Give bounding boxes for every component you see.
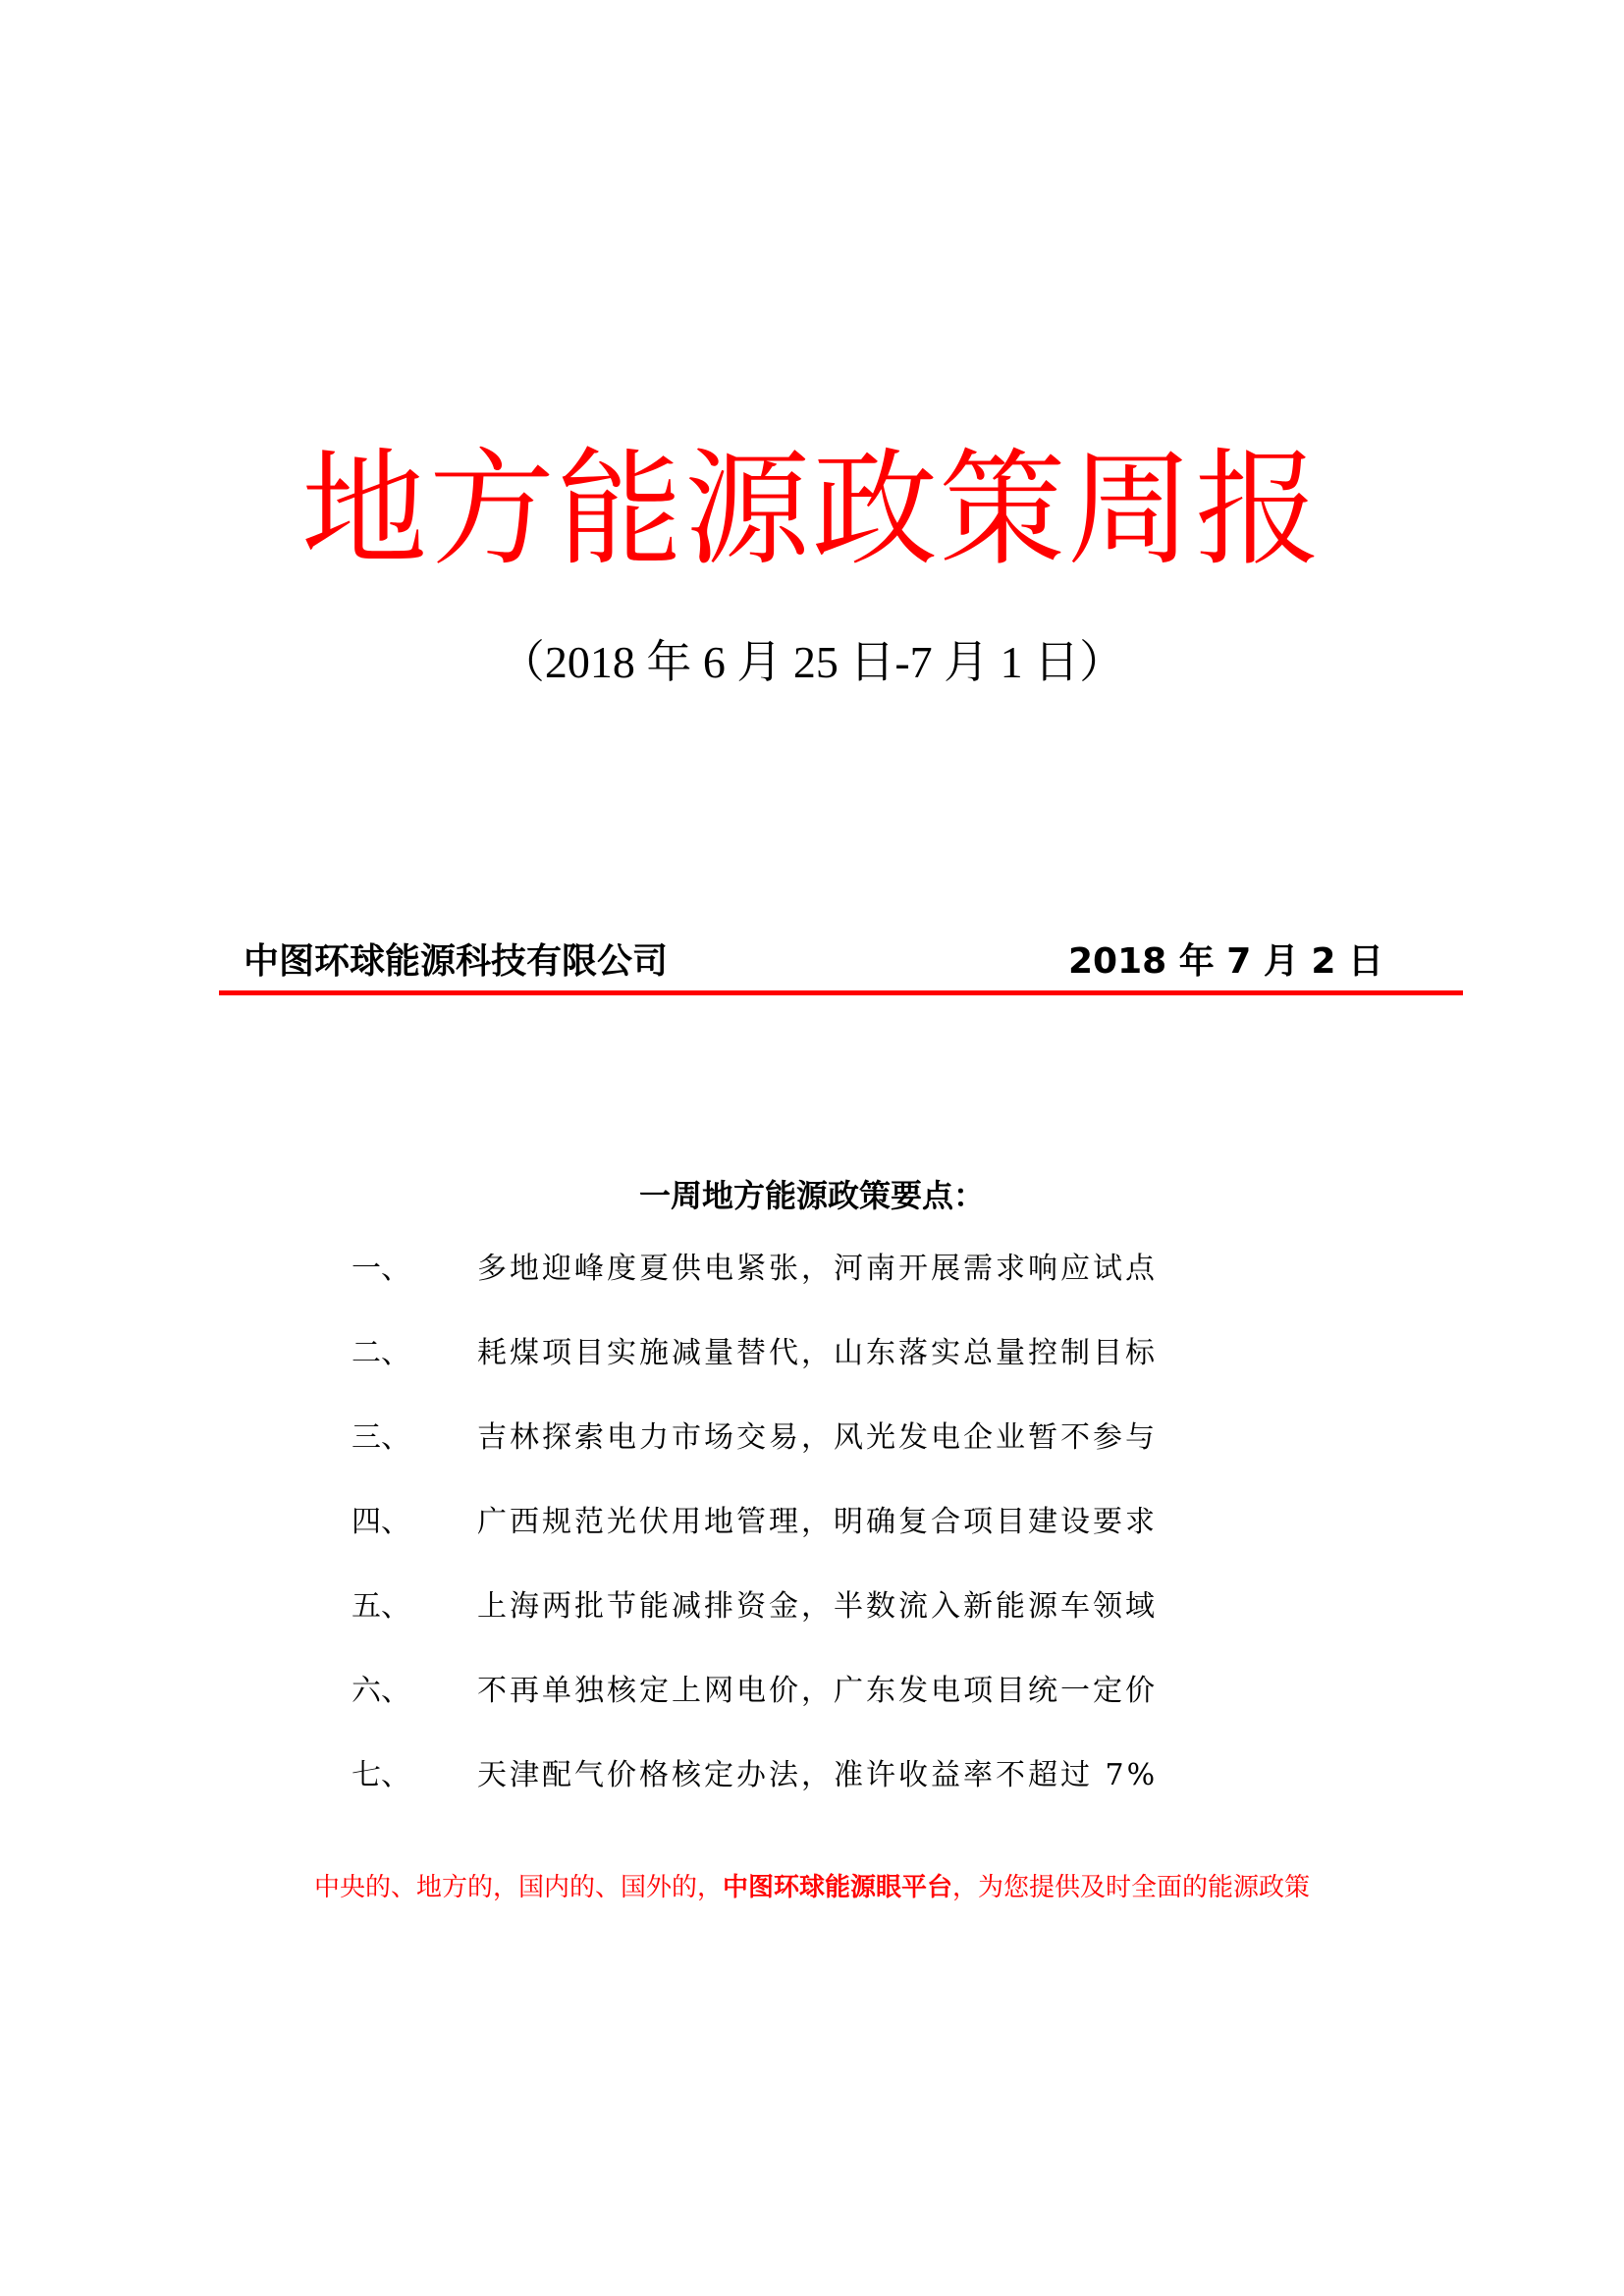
highlight-number: 三、	[352, 1420, 410, 1455]
highlight-number: 四、	[352, 1505, 410, 1539]
report-title: 地方能源政策周报	[300, 437, 1323, 583]
highlight-text: 天津配气价格核定办法，准许收益率不超过 7%	[477, 1758, 1159, 1792]
highlight-number: 六、	[352, 1674, 410, 1708]
highlight-text: 耗煤项目实施减量替代，山东落实总量控制目标	[477, 1336, 1158, 1370]
report-period: （2018 年 6 月 25 日-7 月 1 日）	[499, 637, 1125, 687]
highlight-text: 广西规范光伏用地管理，明确复合项目建设要求	[477, 1505, 1158, 1539]
highlights-heading: 一周地方能源政策要点：	[638, 1177, 985, 1214]
highlight-number: 七、	[352, 1758, 410, 1792]
publisher-line	[219, 937, 1463, 987]
highlight-text: 多地迎峰度夏供电紧张，河南开展需求响应试点	[477, 1252, 1158, 1286]
footer-brand: 中图环球能源眼平台	[722, 1873, 952, 1902]
footer-suffix: ，为您提供及时全面的能源政策	[952, 1873, 1311, 1902]
highlight-number: 一、	[352, 1252, 410, 1286]
highlight-text: 不再单独核定上网电价，广东发电项目统一定价	[477, 1674, 1158, 1708]
highlight-text: 吉林探索电力市场交易，风光发电企业暂不参与	[477, 1420, 1158, 1455]
publish-date: 2018 年 7 月 2 日	[1068, 941, 1383, 982]
footer-promo	[0, 1868, 1624, 1907]
highlight-text: 上海两批节能减排资金，半数流入新能源车领域	[477, 1589, 1158, 1624]
publisher-name: 中图环球能源科技有限公司	[244, 941, 669, 982]
highlight-number: 二、	[352, 1336, 410, 1370]
highlight-number: 五、	[352, 1589, 410, 1624]
red-divider	[219, 990, 1463, 995]
footer-prefix: 中央的、地方的，国内的、国外的，	[313, 1873, 723, 1902]
